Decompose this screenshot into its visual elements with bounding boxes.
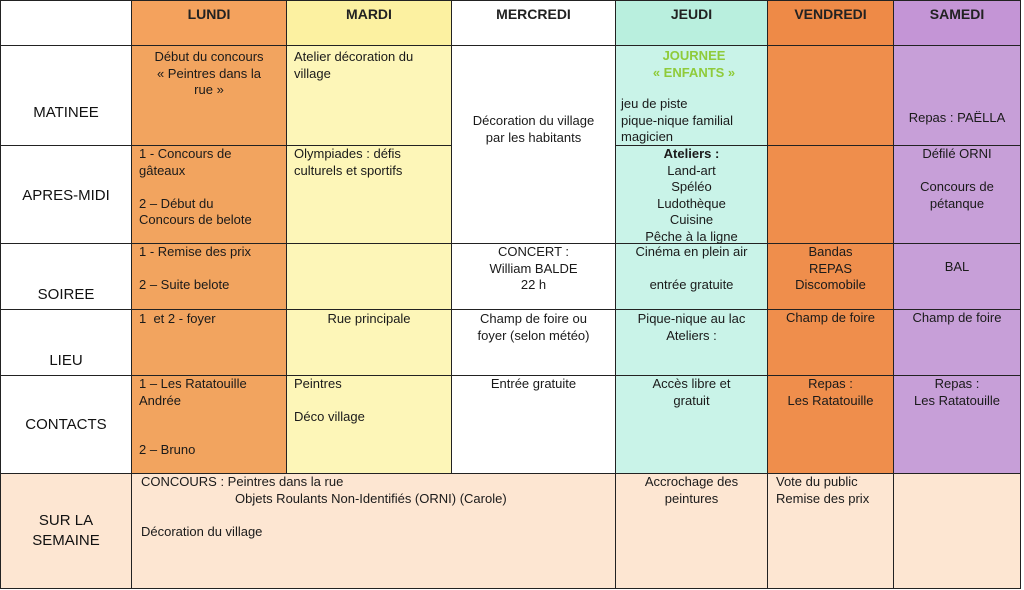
cell-line: Accès libre et (652, 376, 731, 391)
row-label-text: APRES-MIDI (22, 186, 110, 204)
cell-line: Peintres (294, 376, 342, 391)
row-label-text: LIEU (49, 351, 83, 369)
cell-line: Entrée gratuite (490, 376, 577, 391)
cell-line: 2 – Suite belote (139, 277, 230, 292)
cell-line: Pêche à la ligne (645, 228, 738, 244)
cell-line: Spéléo (671, 179, 712, 194)
corner-cell (0, 0, 132, 46)
cell-line: Cuisine (669, 212, 714, 227)
semaine-jeudi (615, 473, 768, 589)
soiree-mardi (286, 243, 452, 310)
row-label-text: SOIREE (37, 285, 95, 303)
contacts-mercredi (451, 375, 616, 474)
cell-line (616, 261, 767, 278)
soiree-lundi (131, 243, 287, 310)
cell-line: Les Ratatouille (914, 392, 1000, 408)
cell-line: Champ de foire ou (480, 311, 587, 326)
soiree-vendredi (767, 243, 894, 310)
cell-line: Rue principale (327, 311, 411, 326)
semaine-lundi-mercredi (131, 473, 616, 589)
cell-line: 22 h (520, 277, 547, 292)
journee-enfants-title: JOURNEE (662, 48, 726, 63)
cell-line: Ludothèque (657, 195, 726, 211)
cell-line: Repas : (934, 376, 980, 391)
contacts-mardi (286, 375, 452, 474)
row-label-contacts (0, 375, 132, 474)
header-mercredi: MERCREDI (451, 0, 616, 46)
contacts-samedi (893, 375, 1021, 474)
cell-line: 2 – Bruno (139, 442, 196, 457)
cell-line: Land-art (667, 162, 716, 178)
contacts-lundi (131, 375, 287, 474)
cell-line: Déco village (294, 409, 365, 424)
cell-line: magicien (621, 129, 674, 144)
cell-line: 2 – Début du (139, 195, 214, 211)
cell-line: Défilé ORNI (922, 146, 992, 161)
header-samedi: SAMEDI (893, 0, 1021, 46)
row-label-soiree (0, 243, 132, 310)
row-label-matinee (0, 45, 132, 146)
cell-line: Champ de foire (912, 310, 1002, 325)
cell-line: pique-nique familial (621, 112, 734, 128)
soiree-mercredi (451, 243, 616, 310)
cell-line: Décoration du village (141, 523, 263, 539)
cell-line: Vote du public (776, 474, 858, 489)
apres-midi-lundi (131, 145, 287, 244)
lieu-lundi (131, 309, 287, 376)
apres-midi-samedi (893, 145, 1021, 244)
ateliers-title: Ateliers : (663, 146, 720, 161)
cell-line: 1 et 2 - foyer (139, 311, 216, 326)
row-label-text: MATINEE (33, 103, 99, 121)
cell-line: foyer (selon météo) (477, 327, 590, 343)
cell-line: 1 - Remise des prix (139, 244, 251, 259)
cell-line: Objets Roulants Non-Identifiés (ORNI) (Carole) (235, 490, 507, 506)
cell-line: par les habitants (485, 129, 582, 145)
cell-line: Cinéma en plein air (635, 244, 748, 259)
row-label-text: SUR LA SEMAINE (32, 512, 100, 549)
cell-line: Décoration du village (472, 113, 595, 128)
cell-line: gâteaux (139, 162, 186, 178)
lieu-jeudi (615, 309, 768, 376)
cell-line (139, 409, 286, 426)
cell-line: Repas : (808, 376, 853, 391)
cell-line: Olympiades : défis (294, 146, 401, 161)
matinee-mercredi (451, 45, 616, 244)
cell-line: Ateliers : (666, 327, 717, 343)
header-jeudi: JEUDI (615, 0, 768, 46)
cell-line: Discomobile (795, 277, 866, 292)
contacts-vendredi (767, 375, 894, 474)
cell-line: REPAS (808, 260, 853, 276)
cell-line: Repas : PAËLLA (908, 110, 1006, 125)
journee-enfants-title: « ENFANTS » (652, 64, 736, 80)
lieu-vendredi (767, 309, 894, 376)
contacts-jeudi (615, 375, 768, 474)
matinee-samedi (893, 45, 1021, 146)
cell-line: 1 – Les Ratatouille (139, 376, 247, 391)
header-mardi: MARDI (286, 0, 452, 46)
cell-line: Atelier décoration du (294, 49, 414, 64)
cell-line: Concours de (920, 179, 994, 194)
matinee-jeudi (615, 45, 768, 146)
row-label-apres-midi (0, 145, 132, 244)
apres-midi-vendredi (767, 145, 894, 244)
cell-line: Concours de belote (139, 212, 252, 227)
cell-line: peintures (664, 490, 719, 506)
lieu-samedi (893, 309, 1021, 376)
cell-line (139, 179, 286, 196)
apres-midi-jeudi (615, 145, 768, 244)
apres-midi-mardi (286, 145, 452, 244)
semaine-vendredi (767, 473, 894, 589)
cell-line: Pique-nique au lac (637, 311, 746, 326)
cell-line: William BALDE (489, 260, 578, 276)
row-label-lieu (0, 309, 132, 376)
cell-line: 1 - Concours de (139, 146, 232, 161)
cell-line (139, 261, 286, 278)
cell-line: jeu de piste (621, 96, 688, 111)
cell-line: Les Ratatouille (787, 392, 874, 408)
cell-line (141, 507, 615, 524)
soiree-jeudi (615, 243, 768, 310)
cell-line: BAL (944, 259, 970, 274)
cell-line: entrée gratuite (649, 277, 734, 292)
cell-line: CONCERT : (497, 244, 570, 259)
cell-line: Bandas (808, 244, 853, 259)
lieu-mardi (286, 309, 452, 376)
semaine-samedi (893, 473, 1021, 589)
cell-line: culturels et sportifs (294, 162, 403, 178)
cell-line: rue » (194, 82, 224, 97)
row-label-text: CONTACTS (25, 415, 107, 433)
header-lundi: LUNDI (131, 0, 287, 46)
cell-line (139, 426, 286, 443)
matinee-mardi (286, 45, 452, 146)
cell-line: Accrochage des (644, 474, 739, 489)
cell-line: Champ de foire (786, 310, 875, 325)
matinee-vendredi (767, 45, 894, 146)
cell-line: Remise des prix (776, 490, 870, 506)
cell-line: village (294, 65, 331, 81)
soiree-samedi (893, 243, 1021, 310)
matinee-lundi (131, 45, 287, 146)
cell-line: gratuit (673, 392, 710, 408)
cell-line: Début du concours (154, 49, 264, 64)
cell-line (894, 163, 1020, 180)
header-vendredi: VENDREDI (767, 0, 894, 46)
cell-line: pétanque (929, 195, 985, 211)
cell-line: Andrée (139, 392, 181, 408)
cell-line: CONCOURS : Peintres dans la rue (141, 474, 344, 489)
row-label-semaine (0, 473, 132, 589)
lieu-mercredi (451, 309, 616, 376)
cell-line (294, 393, 451, 410)
cell-line: « Peintres dans la (156, 65, 262, 81)
